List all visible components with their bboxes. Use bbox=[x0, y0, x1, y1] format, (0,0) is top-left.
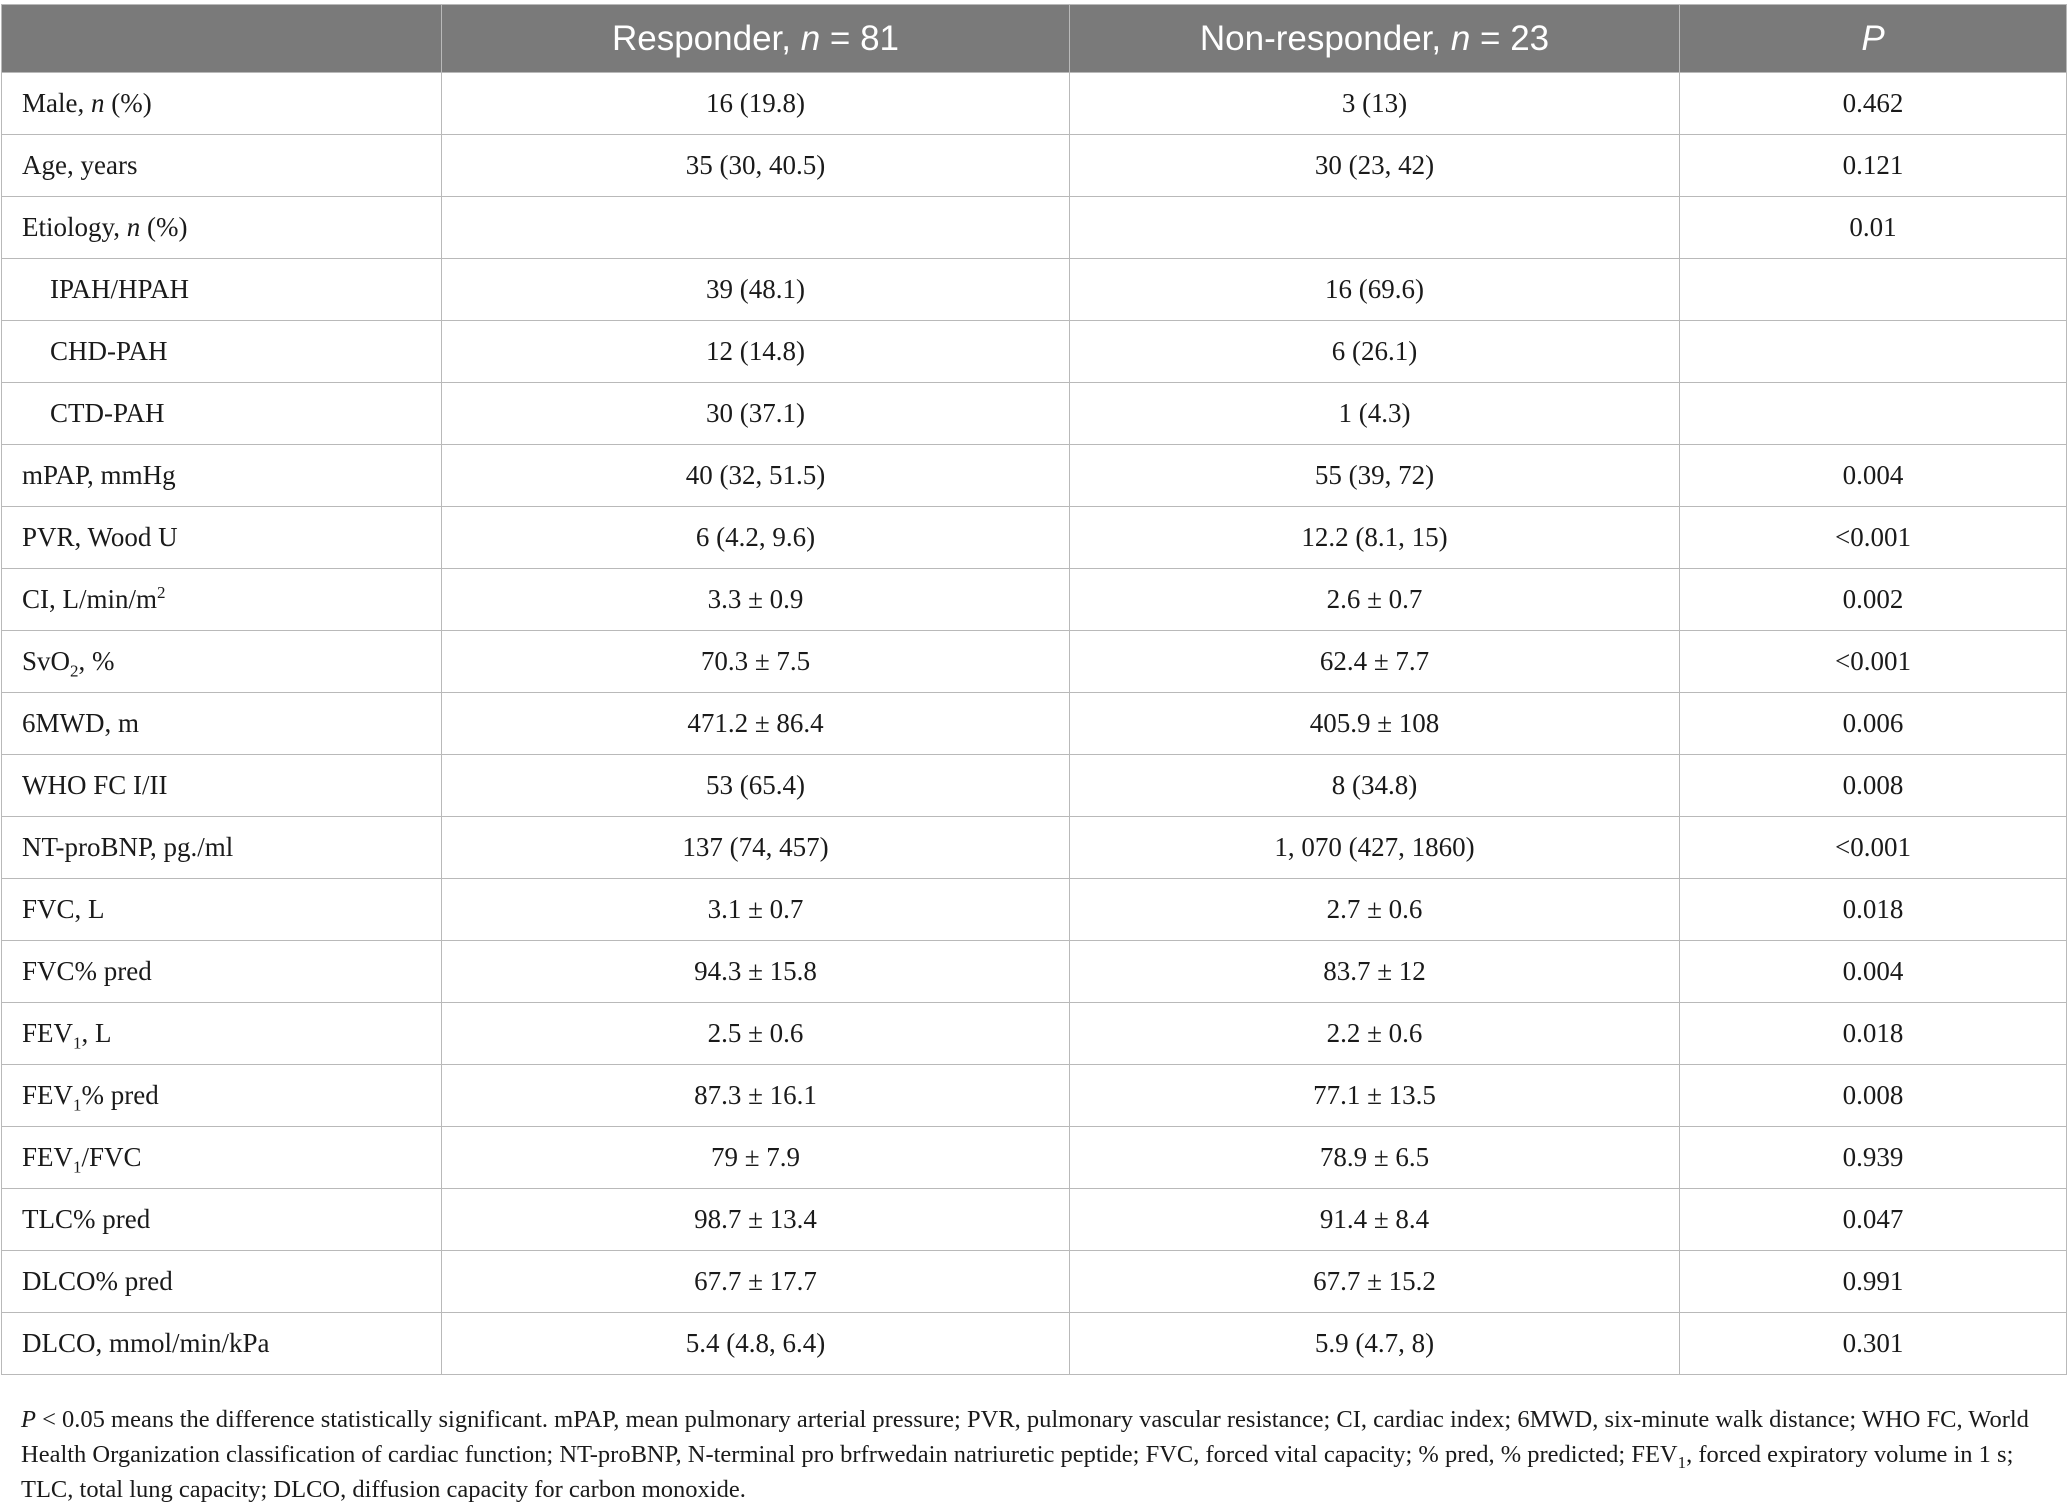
text-segment: CI, L/min/m bbox=[22, 584, 157, 614]
cell-non-responder: 3 (13) bbox=[1070, 73, 1680, 135]
cell-non-responder: 2.7 ± 0.6 bbox=[1070, 879, 1680, 941]
header-italic-text: n bbox=[800, 18, 821, 58]
cell-responder: 35 (30, 40.5) bbox=[442, 135, 1070, 197]
header-blank bbox=[2, 5, 442, 73]
table-row bbox=[2, 941, 2067, 1003]
table-row bbox=[2, 321, 2067, 383]
text-segment: FEV bbox=[22, 1080, 74, 1110]
text-segment: 1 bbox=[73, 1157, 82, 1177]
cell-responder: 6 (4.2, 9.6) bbox=[442, 507, 1070, 569]
text-segment: /FVC bbox=[81, 1142, 142, 1172]
cell-responder: 53 (65.4) bbox=[442, 755, 1070, 817]
text-segment: < 0.05 means the difference statistically significant. mPAP, mean pulmonary arterial pressure; PVR, pulmonary vascular resistance; CI, cardiac index; 6MWD, six-minute walk distance; WHO FC, World Health Organization classification of cardiac function; NT-proBNP, N-terminal pro brfrwedain natriuretic peptide; FVC, forced vital capacity; % pred, % predicted; FEV bbox=[21, 1405, 2029, 1468]
row-label bbox=[2, 445, 442, 507]
row-label bbox=[2, 941, 442, 1003]
table-row bbox=[2, 817, 2067, 879]
cell-p-value: 0.991 bbox=[1680, 1251, 2067, 1313]
text-segment: WHO FC I/II bbox=[22, 770, 168, 800]
text-segment: IPAH/HPAH bbox=[50, 274, 190, 304]
cell-p-value: 0.047 bbox=[1680, 1189, 2067, 1251]
row-label bbox=[2, 1065, 442, 1127]
header-row bbox=[2, 5, 2067, 73]
text-segment: 1 bbox=[1677, 1452, 1687, 1472]
cell-p-value: <0.001 bbox=[1680, 817, 2067, 879]
cell-non-responder: 1 (4.3) bbox=[1070, 383, 1680, 445]
header-text: Responder, bbox=[611, 18, 801, 58]
cell-responder: 39 (48.1) bbox=[442, 259, 1070, 321]
header-responder bbox=[442, 5, 1070, 73]
cell-responder: 70.3 ± 7.5 bbox=[442, 631, 1070, 693]
cell-non-responder: 67.7 ± 15.2 bbox=[1070, 1251, 1680, 1313]
cell-p-value: <0.001 bbox=[1680, 631, 2067, 693]
text-segment: mPAP, mmHg bbox=[22, 460, 176, 490]
cell-p-value: 0.018 bbox=[1680, 1003, 2067, 1065]
row-label bbox=[2, 73, 442, 135]
table-row bbox=[2, 259, 2067, 321]
text-segment: DLCO, mmol/min/kPa bbox=[22, 1328, 270, 1358]
row-label bbox=[2, 879, 442, 941]
text-segment: % pred bbox=[81, 1080, 159, 1110]
text-segment: , L bbox=[81, 1018, 112, 1048]
cell-p-value bbox=[1680, 321, 2067, 383]
text-segment: FEV bbox=[22, 1018, 74, 1048]
cell-responder: 67.7 ± 17.7 bbox=[442, 1251, 1070, 1313]
cell-non-responder: 77.1 ± 13.5 bbox=[1070, 1065, 1680, 1127]
cell-responder: 16 (19.8) bbox=[442, 73, 1070, 135]
table-row bbox=[2, 383, 2067, 445]
cell-non-responder: 1, 070 (427, 1860) bbox=[1070, 817, 1680, 879]
text-segment: FVC% pred bbox=[22, 956, 152, 986]
row-label bbox=[2, 569, 442, 631]
row-label bbox=[2, 1251, 442, 1313]
cell-p-value: 0.01 bbox=[1680, 197, 2067, 259]
cell-non-responder: 6 (26.1) bbox=[1070, 321, 1680, 383]
row-label bbox=[2, 817, 442, 879]
text-segment: n bbox=[90, 88, 105, 118]
table-body bbox=[2, 73, 2067, 1375]
cell-responder: 30 (37.1) bbox=[442, 383, 1070, 445]
row-label bbox=[2, 755, 442, 817]
table-row bbox=[2, 73, 2067, 135]
row-label bbox=[2, 259, 442, 321]
header-text: Non-responder, bbox=[1199, 18, 1451, 58]
cell-responder: 5.4 (4.8, 6.4) bbox=[442, 1313, 1070, 1375]
cell-responder bbox=[442, 197, 1070, 259]
cell-responder: 40 (32, 51.5) bbox=[442, 445, 1070, 507]
row-label bbox=[2, 321, 442, 383]
cell-non-responder: 30 (23, 42) bbox=[1070, 135, 1680, 197]
text-segment: TLC% pred bbox=[22, 1204, 151, 1234]
cell-responder: 98.7 ± 13.4 bbox=[442, 1189, 1070, 1251]
text-segment: Male, bbox=[22, 88, 91, 118]
text-segment: 1 bbox=[73, 1033, 82, 1053]
header-text: = 81 bbox=[820, 18, 900, 58]
text-segment: FVC, L bbox=[22, 894, 105, 924]
table-row bbox=[2, 507, 2067, 569]
row-label bbox=[2, 1313, 442, 1375]
text-segment: 2 bbox=[157, 583, 166, 602]
cell-p-value: 0.462 bbox=[1680, 73, 2067, 135]
text-segment: CTD-PAH bbox=[50, 398, 165, 428]
cell-responder: 3.3 ± 0.9 bbox=[442, 569, 1070, 631]
table-row bbox=[2, 569, 2067, 631]
cell-p-value: 0.004 bbox=[1680, 941, 2067, 1003]
table-row bbox=[2, 445, 2067, 507]
cell-responder: 471.2 ± 86.4 bbox=[442, 693, 1070, 755]
row-label bbox=[2, 1127, 442, 1189]
row-label bbox=[2, 693, 442, 755]
row-label bbox=[2, 1003, 442, 1065]
cell-non-responder: 8 (34.8) bbox=[1070, 755, 1680, 817]
cell-responder: 2.5 ± 0.6 bbox=[442, 1003, 1070, 1065]
text-segment: CHD-PAH bbox=[50, 336, 168, 366]
cell-non-responder: 405.9 ± 108 bbox=[1070, 693, 1680, 755]
text-segment: , forced expiratory volume in 1 s; TLC, total lung capacity; DLCO, diffusion capacity for carbon monoxide. bbox=[21, 1440, 2014, 1503]
cell-p-value: 0.939 bbox=[1680, 1127, 2067, 1189]
table-footnote bbox=[21, 1402, 2051, 1507]
header-italic-text: P bbox=[1861, 18, 1885, 58]
data-table bbox=[1, 4, 2067, 1375]
table-row bbox=[2, 1251, 2067, 1313]
cell-responder: 79 ± 7.9 bbox=[442, 1127, 1070, 1189]
text-segment: DLCO% pred bbox=[22, 1266, 173, 1296]
cell-p-value: 0.018 bbox=[1680, 879, 2067, 941]
document-page bbox=[1, 4, 2066, 1503]
text-segment: FEV bbox=[22, 1142, 74, 1172]
table-row bbox=[2, 1003, 2067, 1065]
text-segment: 2 bbox=[70, 661, 79, 681]
cell-non-responder: 91.4 ± 8.4 bbox=[1070, 1189, 1680, 1251]
cell-responder: 3.1 ± 0.7 bbox=[442, 879, 1070, 941]
text-segment: (%) bbox=[104, 88, 152, 118]
cell-non-responder: 78.9 ± 6.5 bbox=[1070, 1127, 1680, 1189]
cell-p-value: <0.001 bbox=[1680, 507, 2067, 569]
table-row bbox=[2, 135, 2067, 197]
text-segment: , % bbox=[78, 646, 115, 676]
cell-responder: 137 (74, 457) bbox=[442, 817, 1070, 879]
text-segment: NT-proBNP, pg./ml bbox=[22, 832, 234, 862]
header-italic-text: n bbox=[1450, 18, 1471, 58]
row-label bbox=[2, 135, 442, 197]
cell-p-value bbox=[1680, 383, 2067, 445]
table-row bbox=[2, 197, 2067, 259]
text-segment: SvO bbox=[22, 646, 71, 676]
table-row bbox=[2, 1313, 2067, 1375]
text-segment: 1 bbox=[73, 1095, 82, 1115]
cell-p-value bbox=[1680, 259, 2067, 321]
cell-responder: 12 (14.8) bbox=[442, 321, 1070, 383]
cell-p-value: 0.002 bbox=[1680, 569, 2067, 631]
cell-p-value: 0.301 bbox=[1680, 1313, 2067, 1375]
cell-non-responder: 83.7 ± 12 bbox=[1070, 941, 1680, 1003]
cell-responder: 94.3 ± 15.8 bbox=[442, 941, 1070, 1003]
text-segment: n bbox=[126, 212, 141, 242]
row-label bbox=[2, 631, 442, 693]
header-non-responder bbox=[1070, 5, 1680, 73]
cell-non-responder: 5.9 (4.7, 8) bbox=[1070, 1313, 1680, 1375]
cell-non-responder: 16 (69.6) bbox=[1070, 259, 1680, 321]
cell-p-value: 0.006 bbox=[1680, 693, 2067, 755]
row-label bbox=[2, 383, 442, 445]
cell-p-value: 0.004 bbox=[1680, 445, 2067, 507]
cell-non-responder bbox=[1070, 197, 1680, 259]
header-p-value bbox=[1680, 5, 2067, 73]
table-row bbox=[2, 1189, 2067, 1251]
table-row bbox=[2, 879, 2067, 941]
row-label bbox=[2, 197, 442, 259]
cell-non-responder: 2.6 ± 0.7 bbox=[1070, 569, 1680, 631]
cell-p-value: 0.008 bbox=[1680, 1065, 2067, 1127]
cell-non-responder: 12.2 (8.1, 15) bbox=[1070, 507, 1680, 569]
cell-responder: 87.3 ± 16.1 bbox=[442, 1065, 1070, 1127]
table-row bbox=[2, 631, 2067, 693]
text-segment: (%) bbox=[140, 212, 188, 242]
table-row bbox=[2, 693, 2067, 755]
cell-p-value: 0.008 bbox=[1680, 755, 2067, 817]
text-segment: PVR, Wood U bbox=[22, 522, 178, 552]
text-segment: Age, years bbox=[22, 150, 138, 180]
cell-non-responder: 2.2 ± 0.6 bbox=[1070, 1003, 1680, 1065]
cell-p-value: 0.121 bbox=[1680, 135, 2067, 197]
table-row bbox=[2, 1127, 2067, 1189]
text-segment: Etiology, bbox=[22, 212, 127, 242]
cell-non-responder: 62.4 ± 7.7 bbox=[1070, 631, 1680, 693]
cell-non-responder: 55 (39, 72) bbox=[1070, 445, 1680, 507]
table-row bbox=[2, 1065, 2067, 1127]
table-row bbox=[2, 755, 2067, 817]
text-segment: P bbox=[21, 1405, 36, 1433]
row-label bbox=[2, 1189, 442, 1251]
text-segment: 6MWD, m bbox=[22, 708, 139, 738]
table-header bbox=[2, 5, 2067, 73]
row-label bbox=[2, 507, 442, 569]
header-text: = 23 bbox=[1470, 18, 1550, 58]
